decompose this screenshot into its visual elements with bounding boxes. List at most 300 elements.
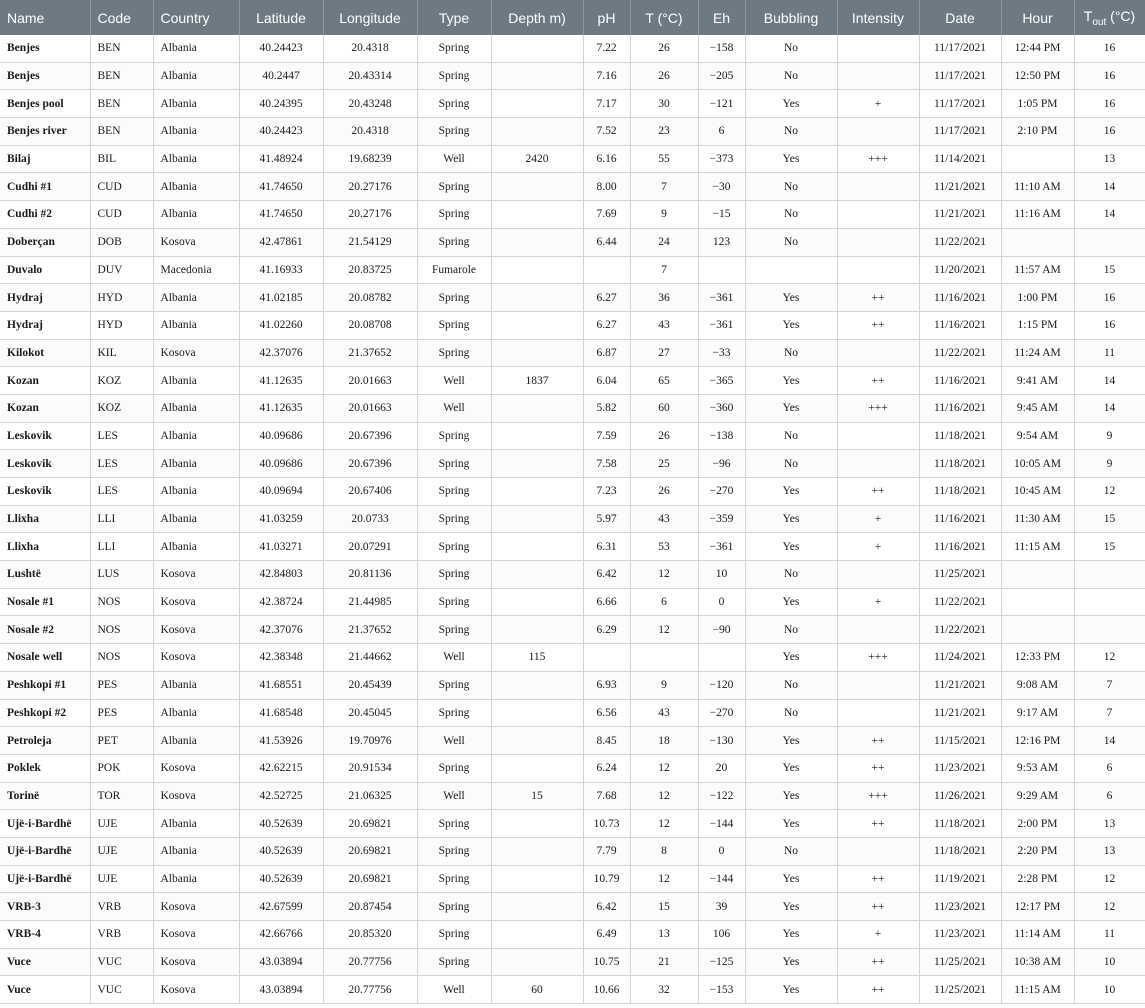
cell-temperature: 53 xyxy=(630,533,698,561)
cell-hour: 10:38 AM xyxy=(1001,948,1074,976)
cell-intensity: ++ xyxy=(837,478,919,506)
cell-date: 11/14/2021 xyxy=(919,145,1001,173)
cell-hour: 12:16 PM xyxy=(1001,727,1074,755)
cell-intensity xyxy=(837,339,919,367)
cell-type: Spring xyxy=(417,616,491,644)
cell-hour: 9:41 AM xyxy=(1001,367,1074,395)
cell-latitude: 42.37076 xyxy=(239,616,323,644)
header-bubbling[interactable]: Bubbling xyxy=(745,0,837,35)
cell-type: Spring xyxy=(417,893,491,921)
table-row xyxy=(0,90,1145,118)
cell-bubbling: Yes xyxy=(745,311,837,339)
cell-depth xyxy=(491,256,583,284)
cell-temperature: 65 xyxy=(630,367,698,395)
cell-longitude: 21.37652 xyxy=(323,616,417,644)
table-row xyxy=(0,339,1145,367)
cell-longitude: 21.54129 xyxy=(323,228,417,256)
cell-eh: 20 xyxy=(698,754,745,782)
cell-latitude: 41.16933 xyxy=(239,256,323,284)
cell-temperature: 12 xyxy=(630,865,698,893)
cell-hour: 10:45 AM xyxy=(1001,478,1074,506)
cell-name: Vuce xyxy=(0,976,90,1004)
cell-code: VUC xyxy=(90,976,153,1004)
cell-type: Well xyxy=(417,394,491,422)
cell-temperature: 8 xyxy=(630,837,698,865)
cell-code: VRB xyxy=(90,921,153,949)
cell-code: VUC xyxy=(90,948,153,976)
cell-depth xyxy=(491,505,583,533)
cell-bubbling: No xyxy=(745,561,837,589)
cell-type: Spring xyxy=(417,478,491,506)
cell-name: Ujë-i-Bardhë xyxy=(0,865,90,893)
cell-date: 11/18/2021 xyxy=(919,478,1001,506)
cell-latitude: 42.67599 xyxy=(239,893,323,921)
cell-latitude: 42.52725 xyxy=(239,782,323,810)
cell-latitude: 41.68551 xyxy=(239,671,323,699)
cell-longitude: 20.77756 xyxy=(323,948,417,976)
cell-name: Peshkopi #2 xyxy=(0,699,90,727)
table-row xyxy=(0,976,1145,1004)
cell-type: Fumarole xyxy=(417,256,491,284)
cell-code: BEN xyxy=(90,62,153,90)
cell-ph: 6.31 xyxy=(583,533,630,561)
cell-country: Albania xyxy=(153,533,239,561)
cell-latitude: 41.74650 xyxy=(239,173,323,201)
cell-type: Well xyxy=(417,976,491,1004)
cell-type: Spring xyxy=(417,505,491,533)
cell-ph: 7.52 xyxy=(583,118,630,146)
table-row xyxy=(0,118,1145,146)
cell-type: Spring xyxy=(417,118,491,146)
cell-bubbling: No xyxy=(745,699,837,727)
cell-code: PES xyxy=(90,699,153,727)
cell-eh: −144 xyxy=(698,865,745,893)
cell-longitude: 20.4318 xyxy=(323,35,417,62)
header-hour[interactable]: Hour xyxy=(1001,0,1074,35)
cell-latitude: 41.12635 xyxy=(239,394,323,422)
cell-ph xyxy=(583,256,630,284)
cell-intensity: ++ xyxy=(837,727,919,755)
cell-name: Nosale well xyxy=(0,644,90,672)
cell-depth xyxy=(491,893,583,921)
cell-eh: 0 xyxy=(698,837,745,865)
cell-date: 11/18/2021 xyxy=(919,837,1001,865)
cell-type: Spring xyxy=(417,339,491,367)
cell-longitude: 20.69821 xyxy=(323,810,417,838)
cell-depth xyxy=(491,62,583,90)
table-header xyxy=(0,0,1145,35)
cell-temperature: 43 xyxy=(630,505,698,533)
cell-temperature: 26 xyxy=(630,422,698,450)
cell-ph: 10.73 xyxy=(583,810,630,838)
header-tout[interactable] xyxy=(1074,0,1145,35)
cell-latitude: 41.03259 xyxy=(239,505,323,533)
cell-longitude: 20.77756 xyxy=(323,976,417,1004)
cell-temperature: 43 xyxy=(630,311,698,339)
cell-name: Leskovik xyxy=(0,478,90,506)
table-row xyxy=(0,921,1145,949)
cell-code: NOS xyxy=(90,588,153,616)
table-row xyxy=(0,616,1145,644)
cell-intensity: ++ xyxy=(837,367,919,395)
cell-name: Hydraj xyxy=(0,311,90,339)
header-row xyxy=(0,0,1145,35)
cell-tout: 13 xyxy=(1074,810,1145,838)
cell-eh: −30 xyxy=(698,173,745,201)
cell-name: Doberçan xyxy=(0,228,90,256)
cell-name: Llixha xyxy=(0,533,90,561)
cell-depth xyxy=(491,228,583,256)
header-tout-unit: (°C) xyxy=(1106,7,1136,24)
cell-code: LES xyxy=(90,478,153,506)
cell-latitude: 40.52639 xyxy=(239,810,323,838)
cell-tout: 16 xyxy=(1074,35,1145,62)
cell-hour: 11:16 AM xyxy=(1001,201,1074,229)
cell-hour xyxy=(1001,145,1074,173)
cell-country: Kosova xyxy=(153,754,239,782)
cell-country: Kosova xyxy=(153,948,239,976)
cell-temperature: 7 xyxy=(630,173,698,201)
cell-tout: 9 xyxy=(1074,450,1145,478)
cell-bubbling: No xyxy=(745,118,837,146)
cell-depth xyxy=(491,35,583,62)
cell-depth xyxy=(491,588,583,616)
cell-code: KOZ xyxy=(90,367,153,395)
cell-hour: 10:05 AM xyxy=(1001,450,1074,478)
cell-longitude: 20.08708 xyxy=(323,311,417,339)
cell-country: Kosova xyxy=(153,893,239,921)
cell-tout: 14 xyxy=(1074,367,1145,395)
cell-latitude: 41.02260 xyxy=(239,311,323,339)
cell-date: 11/16/2021 xyxy=(919,505,1001,533)
cell-type: Spring xyxy=(417,754,491,782)
table-row xyxy=(0,367,1145,395)
table-row xyxy=(0,810,1145,838)
cell-depth xyxy=(491,311,583,339)
cell-code: BEN xyxy=(90,35,153,62)
cell-hour xyxy=(1001,228,1074,256)
cell-longitude: 20.45045 xyxy=(323,699,417,727)
cell-type: Spring xyxy=(417,865,491,893)
cell-eh: −120 xyxy=(698,671,745,699)
cell-type: Well xyxy=(417,782,491,810)
cell-bubbling: Yes xyxy=(745,644,837,672)
cell-depth xyxy=(491,616,583,644)
cell-longitude: 20.81136 xyxy=(323,561,417,589)
cell-name: Poklek xyxy=(0,754,90,782)
cell-intensity xyxy=(837,35,919,62)
cell-code: KIL xyxy=(90,339,153,367)
cell-tout: 14 xyxy=(1074,173,1145,201)
cell-eh: −158 xyxy=(698,35,745,62)
cell-code: NOS xyxy=(90,644,153,672)
cell-intensity: ++ xyxy=(837,893,919,921)
cell-code: NOS xyxy=(90,616,153,644)
cell-intensity xyxy=(837,561,919,589)
cell-eh: −361 xyxy=(698,284,745,312)
cell-temperature: 12 xyxy=(630,782,698,810)
cell-hour: 2:28 PM xyxy=(1001,865,1074,893)
cell-name: Petroleja xyxy=(0,727,90,755)
cell-hour: 12:44 PM xyxy=(1001,35,1074,62)
cell-intensity xyxy=(837,173,919,201)
cell-temperature: 60 xyxy=(630,394,698,422)
cell-date: 11/22/2021 xyxy=(919,339,1001,367)
cell-type: Spring xyxy=(417,921,491,949)
cell-depth xyxy=(491,118,583,146)
cell-type: Spring xyxy=(417,588,491,616)
cell-depth xyxy=(491,201,583,229)
cell-country: Albania xyxy=(153,90,239,118)
cell-type: Spring xyxy=(417,62,491,90)
cell-bubbling: No xyxy=(745,339,837,367)
cell-hour: 9:45 AM xyxy=(1001,394,1074,422)
cell-longitude: 21.44985 xyxy=(323,588,417,616)
cell-eh: −121 xyxy=(698,90,745,118)
cell-date: 11/16/2021 xyxy=(919,367,1001,395)
cell-hour: 11:14 AM xyxy=(1001,921,1074,949)
cell-code: CUD xyxy=(90,201,153,229)
cell-name: Bilaj xyxy=(0,145,90,173)
cell-depth xyxy=(491,699,583,727)
cell-country: Kosova xyxy=(153,228,239,256)
cell-type: Well xyxy=(417,367,491,395)
table-row xyxy=(0,561,1145,589)
cell-country: Kosova xyxy=(153,644,239,672)
header-date[interactable]: Date xyxy=(919,0,1001,35)
cell-bubbling: Yes xyxy=(745,533,837,561)
cell-intensity: + xyxy=(837,533,919,561)
cell-bubbling: Yes xyxy=(745,367,837,395)
cell-latitude: 40.09694 xyxy=(239,478,323,506)
cell-intensity xyxy=(837,837,919,865)
cell-type: Well xyxy=(417,644,491,672)
cell-depth xyxy=(491,173,583,201)
cell-bubbling: No xyxy=(745,228,837,256)
cell-tout xyxy=(1074,561,1145,589)
cell-eh: −138 xyxy=(698,422,745,450)
header-tout-sub: out xyxy=(1092,16,1107,28)
cell-latitude: 42.38348 xyxy=(239,644,323,672)
cell-code: LES xyxy=(90,450,153,478)
cell-temperature: 9 xyxy=(630,671,698,699)
table-row xyxy=(0,699,1145,727)
cell-depth xyxy=(491,561,583,589)
cell-longitude: 19.70976 xyxy=(323,727,417,755)
cell-eh: −122 xyxy=(698,782,745,810)
cell-date: 11/25/2021 xyxy=(919,976,1001,1004)
cell-intensity: ++ xyxy=(837,284,919,312)
cell-intensity: + xyxy=(837,505,919,533)
cell-temperature: 6 xyxy=(630,588,698,616)
cell-country: Albania xyxy=(153,367,239,395)
table-row xyxy=(0,754,1145,782)
cell-bubbling: Yes xyxy=(745,90,837,118)
table-row xyxy=(0,533,1145,561)
cell-intensity: ++ xyxy=(837,754,919,782)
cell-depth xyxy=(491,754,583,782)
cell-code: DUV xyxy=(90,256,153,284)
cell-country: Albania xyxy=(153,727,239,755)
cell-latitude: 43.03894 xyxy=(239,948,323,976)
cell-tout: 10 xyxy=(1074,976,1145,1004)
cell-hour: 9:29 AM xyxy=(1001,782,1074,810)
cell-temperature: 21 xyxy=(630,948,698,976)
cell-country: Albania xyxy=(153,118,239,146)
cell-name: Vuce xyxy=(0,948,90,976)
cell-tout: 12 xyxy=(1074,893,1145,921)
header-country[interactable]: Country xyxy=(153,0,239,35)
cell-date: 11/26/2021 xyxy=(919,782,1001,810)
cell-bubbling: Yes xyxy=(745,754,837,782)
cell-longitude: 20.4318 xyxy=(323,118,417,146)
cell-eh: −365 xyxy=(698,367,745,395)
cell-eh: −130 xyxy=(698,727,745,755)
cell-eh xyxy=(698,644,745,672)
cell-country: Albania xyxy=(153,284,239,312)
cell-temperature: 12 xyxy=(630,754,698,782)
table-row xyxy=(0,256,1145,284)
cell-eh: −90 xyxy=(698,616,745,644)
cell-depth: 2420 xyxy=(491,145,583,173)
cell-ph: 6.42 xyxy=(583,561,630,589)
cell-date: 11/24/2021 xyxy=(919,644,1001,672)
header-depth[interactable]: Depth m) xyxy=(491,0,583,35)
cell-hour: 1:00 PM xyxy=(1001,284,1074,312)
cell-type: Spring xyxy=(417,35,491,62)
cell-longitude: 20.43248 xyxy=(323,90,417,118)
cell-bubbling: Yes xyxy=(745,865,837,893)
cell-date: 11/16/2021 xyxy=(919,284,1001,312)
cell-tout: 16 xyxy=(1074,62,1145,90)
cell-country: Kosova xyxy=(153,921,239,949)
cell-depth xyxy=(491,90,583,118)
cell-tout: 12 xyxy=(1074,478,1145,506)
header-intensity[interactable]: Intensity xyxy=(837,0,919,35)
cell-code: HYD xyxy=(90,311,153,339)
cell-tout: 7 xyxy=(1074,699,1145,727)
header-eh[interactable]: Eh xyxy=(698,0,745,35)
cell-eh: −361 xyxy=(698,311,745,339)
cell-longitude: 20.27176 xyxy=(323,173,417,201)
cell-code: LES xyxy=(90,422,153,450)
cell-longitude: 21.06325 xyxy=(323,782,417,810)
cell-code: BEN xyxy=(90,90,153,118)
cell-name: Kilokot xyxy=(0,339,90,367)
table-row xyxy=(0,422,1145,450)
cell-latitude: 40.52639 xyxy=(239,865,323,893)
cell-country: Albania xyxy=(153,173,239,201)
cell-date: 11/23/2021 xyxy=(919,754,1001,782)
cell-bubbling: No xyxy=(745,450,837,478)
cell-temperature: 12 xyxy=(630,810,698,838)
header-type[interactable]: Type xyxy=(417,0,491,35)
cell-bubbling: No xyxy=(745,201,837,229)
cell-intensity: +++ xyxy=(837,644,919,672)
cell-depth xyxy=(491,533,583,561)
cell-type: Spring xyxy=(417,699,491,727)
cell-hour: 1:15 PM xyxy=(1001,311,1074,339)
cell-latitude: 40.2447 xyxy=(239,62,323,90)
cell-eh: −359 xyxy=(698,505,745,533)
cell-type: Spring xyxy=(417,450,491,478)
cell-name: Peshkopi #1 xyxy=(0,671,90,699)
cell-name: Benjes xyxy=(0,35,90,62)
cell-tout: 15 xyxy=(1074,256,1145,284)
cell-temperature: 13 xyxy=(630,921,698,949)
cell-tout: 14 xyxy=(1074,394,1145,422)
cell-intensity: + xyxy=(837,90,919,118)
cell-code: BIL xyxy=(90,145,153,173)
cell-tout: 16 xyxy=(1074,284,1145,312)
cell-hour: 11:15 AM xyxy=(1001,533,1074,561)
cell-intensity: ++ xyxy=(837,311,919,339)
cell-code: POK xyxy=(90,754,153,782)
cell-date: 11/17/2021 xyxy=(919,62,1001,90)
cell-bubbling: No xyxy=(745,35,837,62)
cell-tout: 11 xyxy=(1074,339,1145,367)
table-row xyxy=(0,201,1145,229)
cell-code: VRB xyxy=(90,893,153,921)
cell-longitude: 20.87454 xyxy=(323,893,417,921)
cell-temperature: 26 xyxy=(630,478,698,506)
cell-longitude: 21.37652 xyxy=(323,339,417,367)
table-row xyxy=(0,782,1145,810)
cell-depth: 15 xyxy=(491,782,583,810)
cell-longitude: 21.44662 xyxy=(323,644,417,672)
cell-temperature: 12 xyxy=(630,561,698,589)
cell-longitude: 20.83725 xyxy=(323,256,417,284)
header-ph[interactable]: pH xyxy=(583,0,630,35)
cell-type: Spring xyxy=(417,810,491,838)
cell-eh: 0 xyxy=(698,588,745,616)
cell-tout: 16 xyxy=(1074,90,1145,118)
cell-bubbling xyxy=(745,256,837,284)
cell-intensity: +++ xyxy=(837,145,919,173)
header-name[interactable]: Name xyxy=(0,0,90,35)
cell-depth xyxy=(491,921,583,949)
header-temperature[interactable]: T (°C) xyxy=(630,0,698,35)
cell-country: Albania xyxy=(153,865,239,893)
cell-depth xyxy=(491,422,583,450)
cell-name: Nosale #2 xyxy=(0,616,90,644)
cell-code: HYD xyxy=(90,284,153,312)
table-row xyxy=(0,727,1145,755)
header-latitude[interactable]: Latitude xyxy=(239,0,323,35)
cell-depth xyxy=(491,837,583,865)
cell-hour: 12:50 PM xyxy=(1001,62,1074,90)
cell-date: 11/20/2021 xyxy=(919,256,1001,284)
cell-eh: −360 xyxy=(698,394,745,422)
header-code[interactable]: Code xyxy=(90,0,153,35)
table-row xyxy=(0,228,1145,256)
cell-hour: 1:05 PM xyxy=(1001,90,1074,118)
header-longitude[interactable]: Longitude xyxy=(323,0,417,35)
cell-code: TOR xyxy=(90,782,153,810)
cell-tout: 7 xyxy=(1074,671,1145,699)
cell-temperature: 7 xyxy=(630,256,698,284)
cell-hour xyxy=(1001,561,1074,589)
cell-latitude: 42.37076 xyxy=(239,339,323,367)
cell-latitude: 41.74650 xyxy=(239,201,323,229)
cell-tout xyxy=(1074,588,1145,616)
table-row xyxy=(0,145,1145,173)
cell-bubbling: Yes xyxy=(745,145,837,173)
cell-temperature: 27 xyxy=(630,339,698,367)
cell-longitude: 20.67396 xyxy=(323,422,417,450)
cell-code: LLI xyxy=(90,505,153,533)
cell-code: PET xyxy=(90,727,153,755)
